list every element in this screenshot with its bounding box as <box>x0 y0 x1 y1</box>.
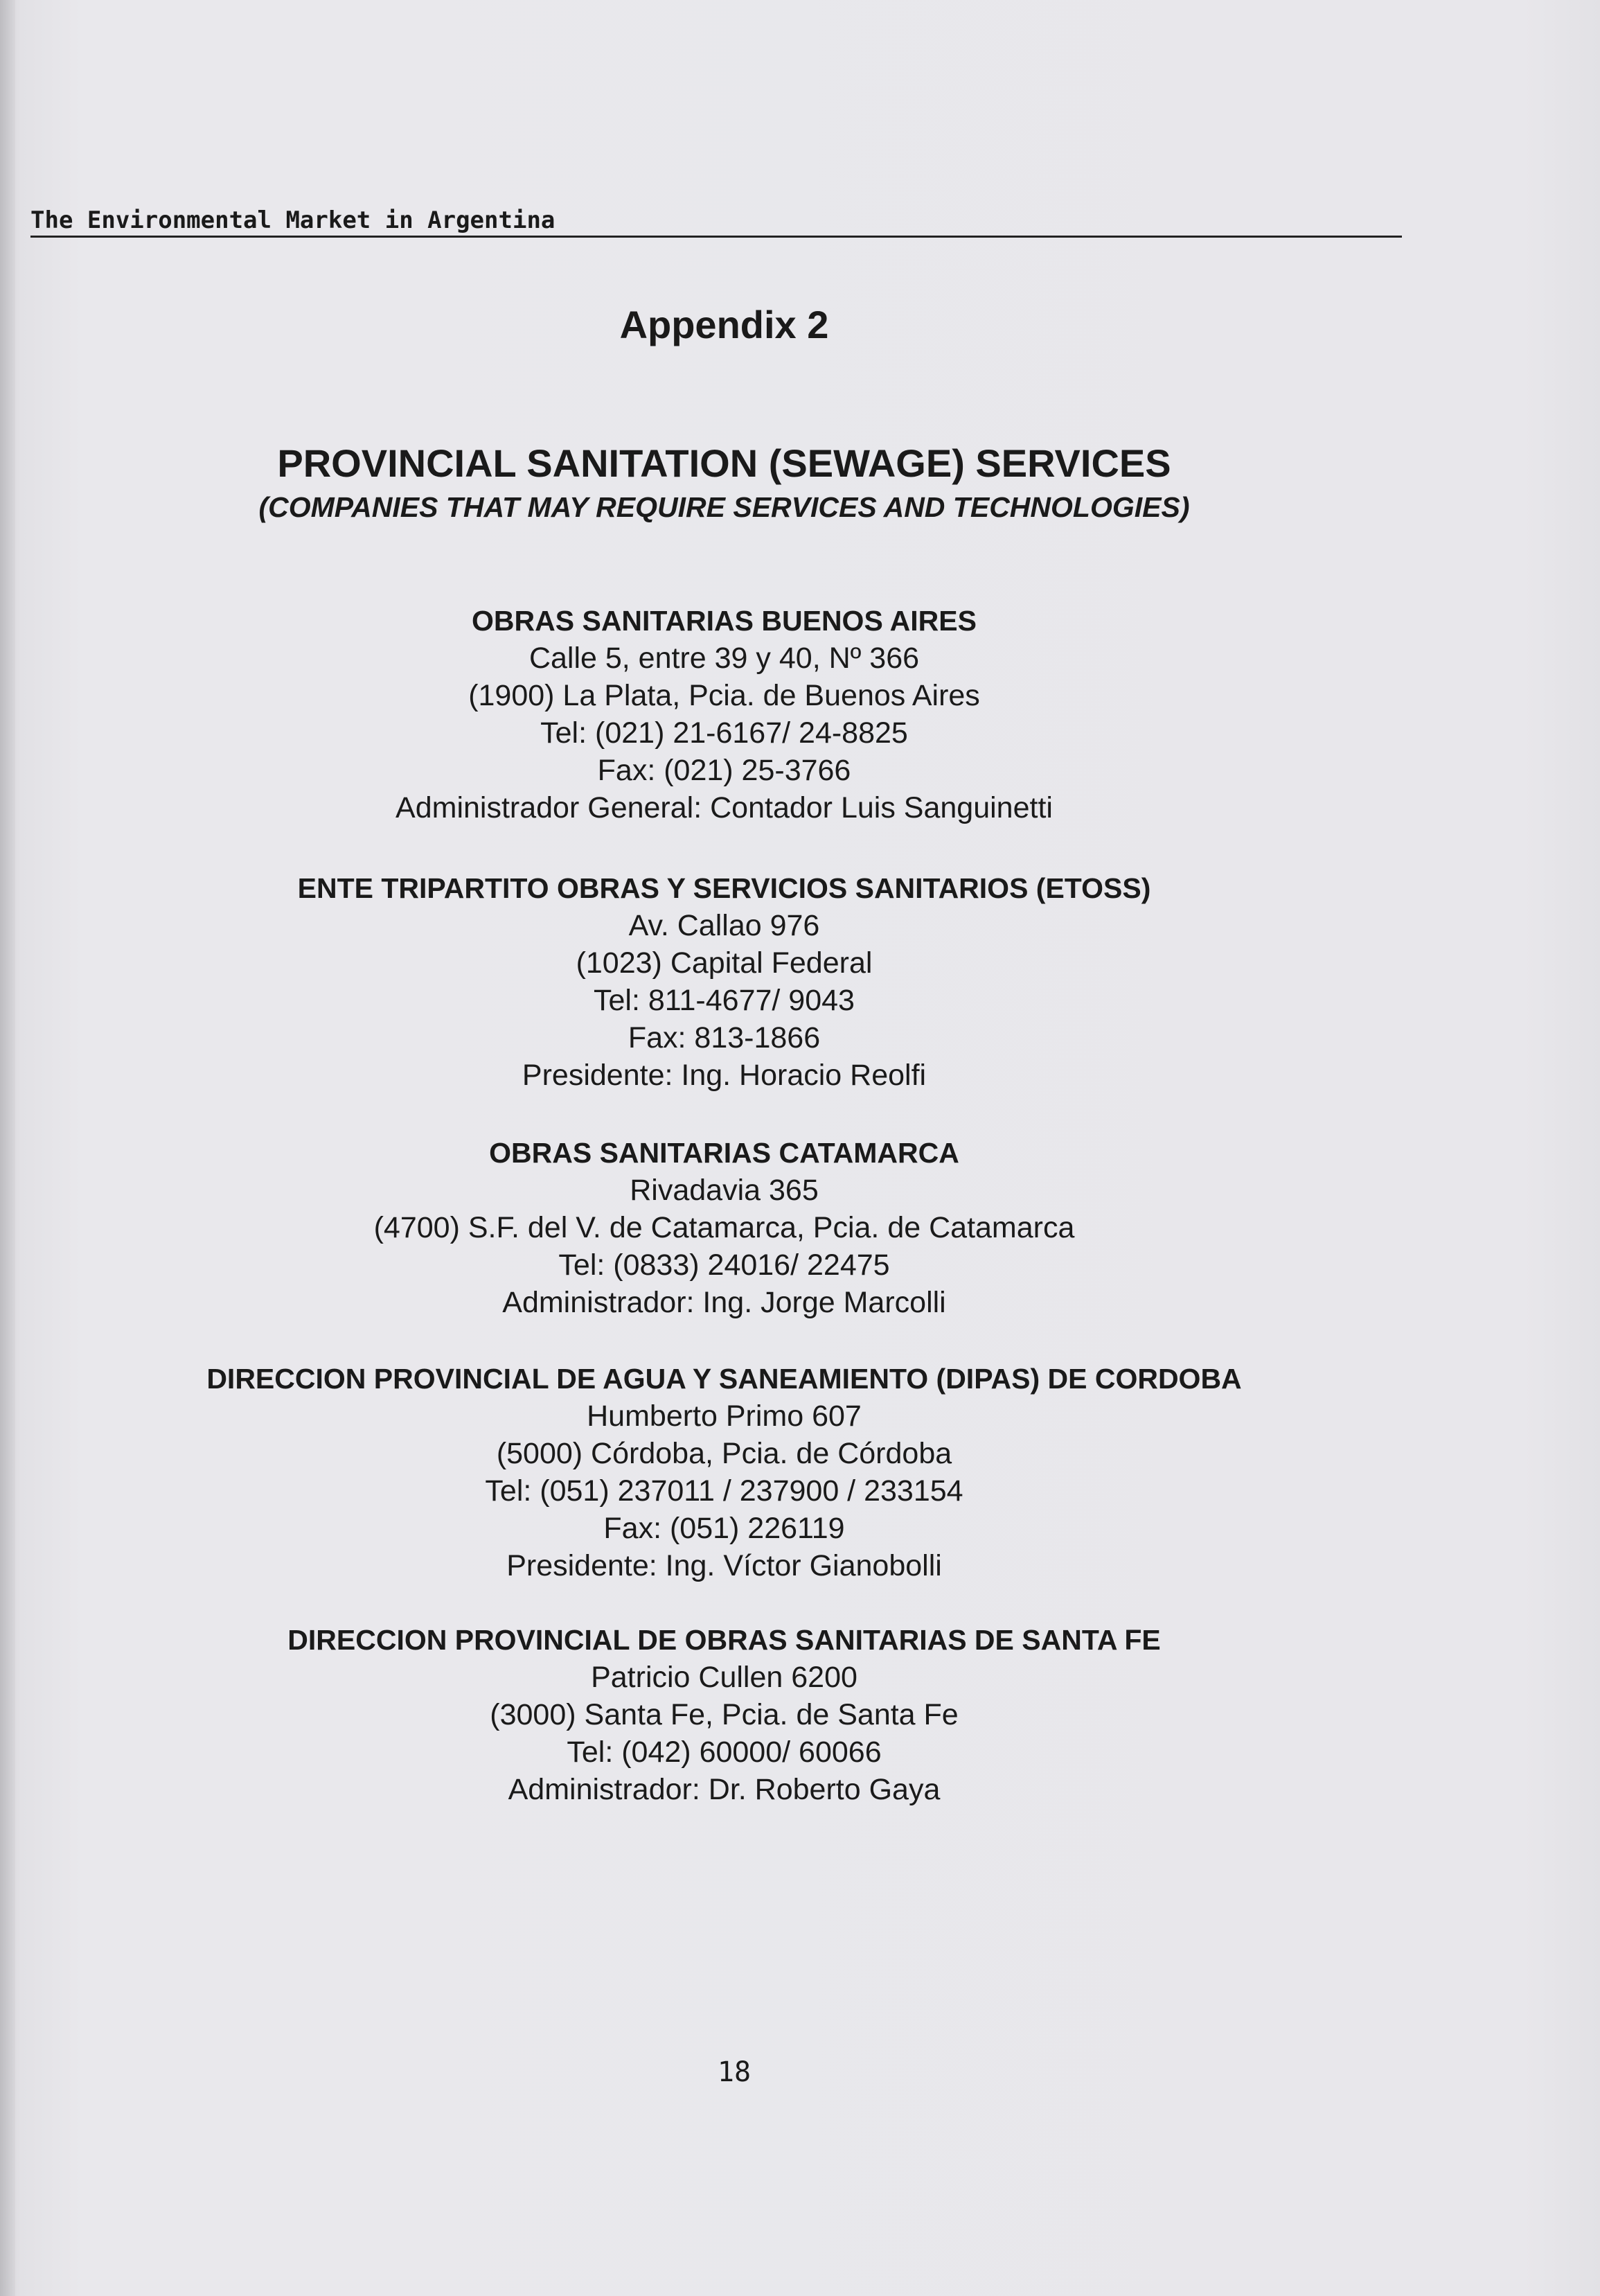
entry-contact: Presidente: Ing. Horacio Reolfi <box>522 1059 927 1092</box>
entry-name: DIRECCION PROVINCIAL DE AGUA Y SANEAMIENTO (DIPAS) DE CORDOBA <box>206 1363 1242 1395</box>
entry-city: (4700) S.F. del V. de Catamarca, Pcia. de Catamarca <box>373 1211 1075 1244</box>
entry-city: (1900) La Plata, Pcia. de Buenos Aires <box>468 679 980 712</box>
entry-contact: Administrador General: Contador Luis Sanguinetti <box>395 791 1053 824</box>
entry-address: Rivadavia 365 <box>630 1174 819 1207</box>
entry-obras-sanitarias-santa-fe <box>0 1621 1448 1808</box>
entry-obras-sanitarias-buenos-aires <box>0 602 1448 827</box>
entry-phone: Tel: (042) 60000/ 60066 <box>567 1736 882 1769</box>
page-number: 18 <box>717 2056 752 2088</box>
entry-contact: Presidente: Ing. Víctor Gianobolli <box>506 1549 942 1582</box>
entry-etoss <box>0 869 1448 1094</box>
entry-address: Patricio Cullen 6200 <box>591 1661 857 1694</box>
entry-address: Humberto Primo 607 <box>587 1399 862 1433</box>
entry-name: ENTE TRIPARTITO OBRAS Y SERVICIOS SANITARIOS (ETOSS) <box>297 872 1151 904</box>
entry-city: (1023) Capital Federal <box>576 946 873 980</box>
entry-fax: Fax: 813-1866 <box>628 1021 821 1054</box>
entry-phone: Tel: (051) 237011 / 237900 / 233154 <box>485 1474 963 1508</box>
section-subtitle: (COMPANIES THAT MAY REQUIRE SERVICES AND TECHNOLOGIES) <box>258 491 1190 523</box>
entry-obras-sanitarias-catamarca <box>0 1134 1448 1321</box>
entry-address: Calle 5, entre 39 y 40, Nº 366 <box>528 642 920 675</box>
entry-phone: Tel: (021) 21-6167/ 24-8825 <box>540 716 908 750</box>
entry-dipas-cordoba <box>0 1360 1448 1584</box>
entry-address: Av. Callao 976 <box>628 909 820 942</box>
entry-city: (5000) Córdoba, Pcia. de Córdoba <box>496 1437 952 1470</box>
entry-name: OBRAS SANITARIAS BUENOS AIRES <box>472 605 977 637</box>
appendix-title: Appendix 2 <box>619 303 829 346</box>
entry-contact: Administrador: Ing. Jorge Marcolli <box>502 1286 946 1319</box>
running-header: The Environmental Market in Argentina <box>30 205 1402 238</box>
entry-contact: Administrador: Dr. Roberto Gaya <box>508 1773 941 1806</box>
entry-fax: Fax: (021) 25-3766 <box>597 754 851 787</box>
entry-phone: Tel: (0833) 24016/ 22475 <box>558 1248 890 1282</box>
entry-phone: Tel: 811-4677/ 9043 <box>594 984 855 1017</box>
entry-fax: Fax: (051) 226119 <box>603 1512 845 1545</box>
entry-name: OBRAS SANITARIAS CATAMARCA <box>489 1137 959 1169</box>
section-title: PROVINCIAL SANITATION (SEWAGE) SERVICES <box>277 441 1171 485</box>
entry-city: (3000) Santa Fe, Pcia. de Santa Fe <box>490 1698 959 1731</box>
entry-name: DIRECCION PROVINCIAL DE OBRAS SANITARIAS DE SANTA FE <box>287 1624 1161 1656</box>
